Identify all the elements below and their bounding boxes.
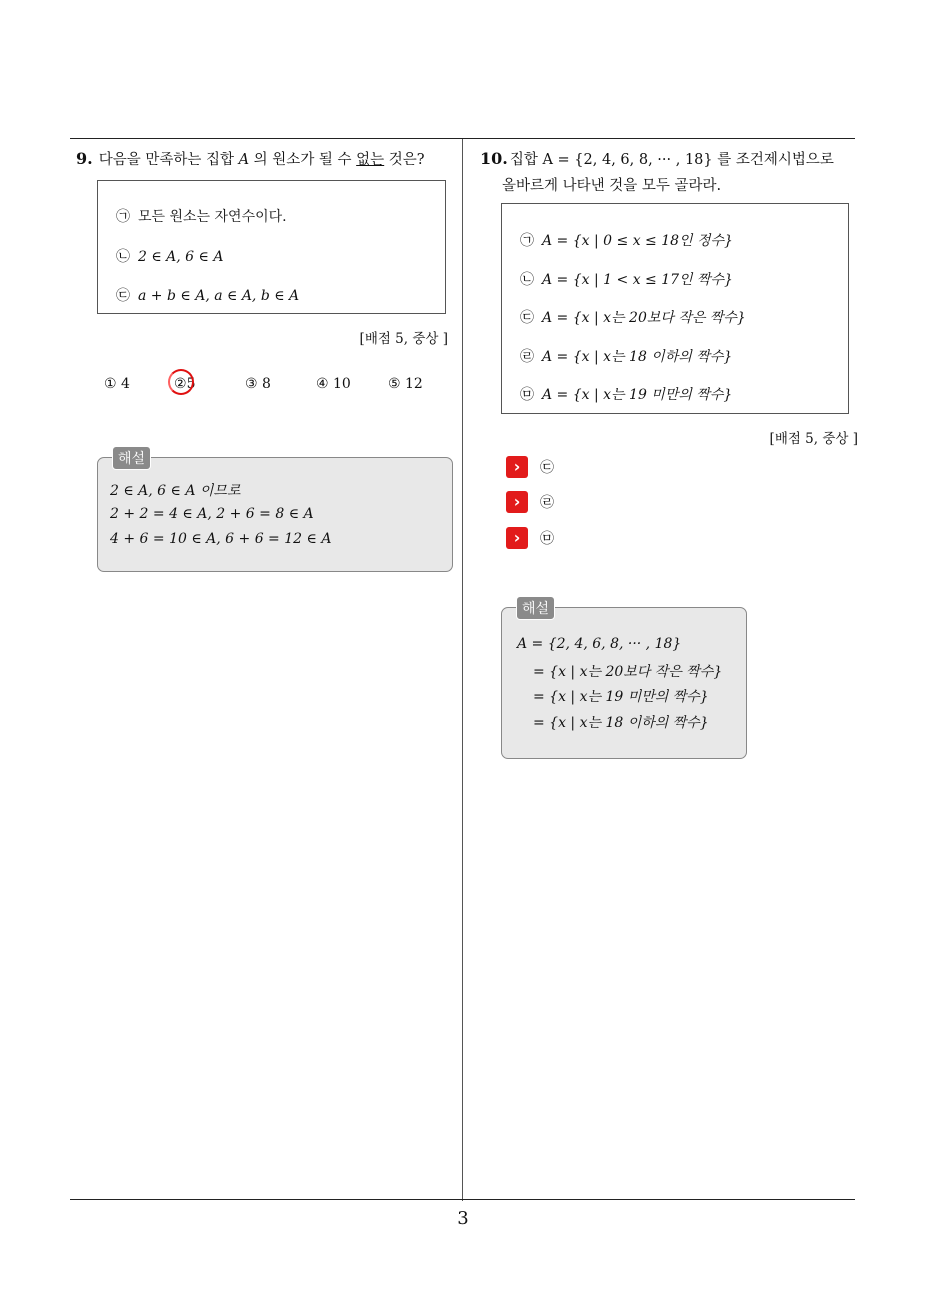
q10-option-text: A = {x | 1 < x ≤ 17인 짝수} xyxy=(542,272,733,288)
q10-option-marker: ㉣ xyxy=(520,349,534,365)
chevron-right-icon: › xyxy=(506,491,528,513)
q9-explanation-line: 4 + 6 = 10 ∈ A, 6 + 6 = 12 ∈ A xyxy=(110,531,332,547)
choice-marker: ④ xyxy=(316,376,329,392)
page-number: 3 xyxy=(457,1208,469,1229)
column-divider xyxy=(462,139,463,1201)
choice-marker: ⑤ xyxy=(388,376,401,392)
q9-explanation-label: 해설 xyxy=(112,446,151,470)
q9-text-after: 것은? xyxy=(384,152,425,168)
q10-explanation-line: = {x | x는 19 미만의 짝수} xyxy=(533,689,709,705)
q10-option-marker: ㉡ xyxy=(520,272,534,288)
q9-text-mid: 의 원소가 될 수 xyxy=(249,152,357,168)
q9-condition-box xyxy=(97,180,446,314)
q9-var: A xyxy=(238,152,250,168)
q10-number: 10. xyxy=(480,149,508,168)
q10-option xyxy=(520,307,746,327)
q9-explanation-box xyxy=(97,457,453,572)
q10-option-marker: ㉤ xyxy=(520,387,534,403)
q9-condition-text: 2 ∈ A, 6 ∈ A xyxy=(138,249,224,265)
choice-marker: ① xyxy=(104,376,117,392)
chevron-right-icon: › xyxy=(506,527,528,549)
q10-answer: ㉣ xyxy=(540,495,554,511)
q10-options-box xyxy=(501,203,849,414)
q10-explanation-box xyxy=(501,607,747,759)
q10-question xyxy=(480,146,834,173)
q10-score: [배점 5, 중상 ] xyxy=(769,431,858,447)
choice-value: 4 xyxy=(121,376,130,392)
q9-number: 9. xyxy=(76,149,93,168)
q9-question xyxy=(76,146,425,173)
q10-option-marker: ㉢ xyxy=(520,310,534,326)
q10-option-text: A = {x | x는 20보다 작은 짝수} xyxy=(542,310,746,326)
q10-option xyxy=(520,346,732,366)
choice-value: 12 xyxy=(405,376,423,392)
q10-explanation-line: = {x | x는 20보다 작은 짝수} xyxy=(533,664,723,680)
choice-value: 8 xyxy=(262,376,271,392)
q10-line1: 집합 A = {2, 4, 6, 8, ··· , 18} 를 조건제시법으로 xyxy=(509,152,834,168)
bottom-rule xyxy=(70,1199,855,1200)
choice-value: 10 xyxy=(333,376,351,392)
q9-choice-1[interactable] xyxy=(104,376,130,392)
q10-option xyxy=(520,230,733,250)
q9-explanation-line: 2 ∈ A, 6 ∈ A 이므로 xyxy=(110,483,241,499)
q9-score: [배점 5, 중상 ] xyxy=(359,331,448,347)
q9-explanation-line: 2 + 2 = 4 ∈ A, 2 + 6 = 8 ∈ A xyxy=(110,506,314,522)
q9-condition-marker: ㉡ xyxy=(116,249,130,265)
choice-marker: ② xyxy=(174,376,187,392)
q9-choice-3[interactable] xyxy=(245,376,271,392)
q10-answer: ㉢ xyxy=(540,460,554,476)
q9-condition xyxy=(116,285,299,305)
q10-explanation-label: 해설 xyxy=(516,596,555,620)
q10-question-line2: 올바르게 나타낸 것을 모두 골라라. xyxy=(502,178,722,194)
q9-condition-text: a + b ∈ A, a ∈ A, b ∈ A xyxy=(138,288,300,304)
q9-condition-marker: ㉠ xyxy=(116,209,130,225)
q10-explanation-line: A = {2, 4, 6, 8, ··· , 18} xyxy=(517,636,682,652)
q10-answer: ㉤ xyxy=(540,531,554,547)
selected-answer-circle xyxy=(168,369,194,395)
q10-explanation-line: = {x | x는 18 이하의 짝수} xyxy=(533,715,709,731)
q10-option-marker: ㉠ xyxy=(520,233,534,249)
q10-option-text: A = {x | x는 19 미만의 짝수} xyxy=(542,387,733,403)
q10-option-text: A = {x | x는 18 이하의 짝수} xyxy=(542,349,733,365)
q9-condition-marker: ㉢ xyxy=(116,288,130,304)
q10-option-text: A = {x | 0 ≤ x ≤ 18인 정수} xyxy=(542,233,733,249)
chevron-right-icon: › xyxy=(506,456,528,478)
q9-choice-5[interactable] xyxy=(388,376,423,392)
q9-choice-4[interactable] xyxy=(316,376,351,392)
q10-option xyxy=(520,269,733,289)
q9-condition xyxy=(116,246,223,266)
q10-option xyxy=(520,384,732,404)
choice-marker: ③ xyxy=(245,376,258,392)
q9-condition-text: 모든 원소는 자연수이다. xyxy=(138,209,287,225)
q9-text-before: 다음을 만족하는 집합 xyxy=(98,152,234,168)
q9-underlined: 없는 xyxy=(356,152,385,168)
q9-condition xyxy=(116,206,287,226)
choice-value: 5 xyxy=(186,376,196,392)
